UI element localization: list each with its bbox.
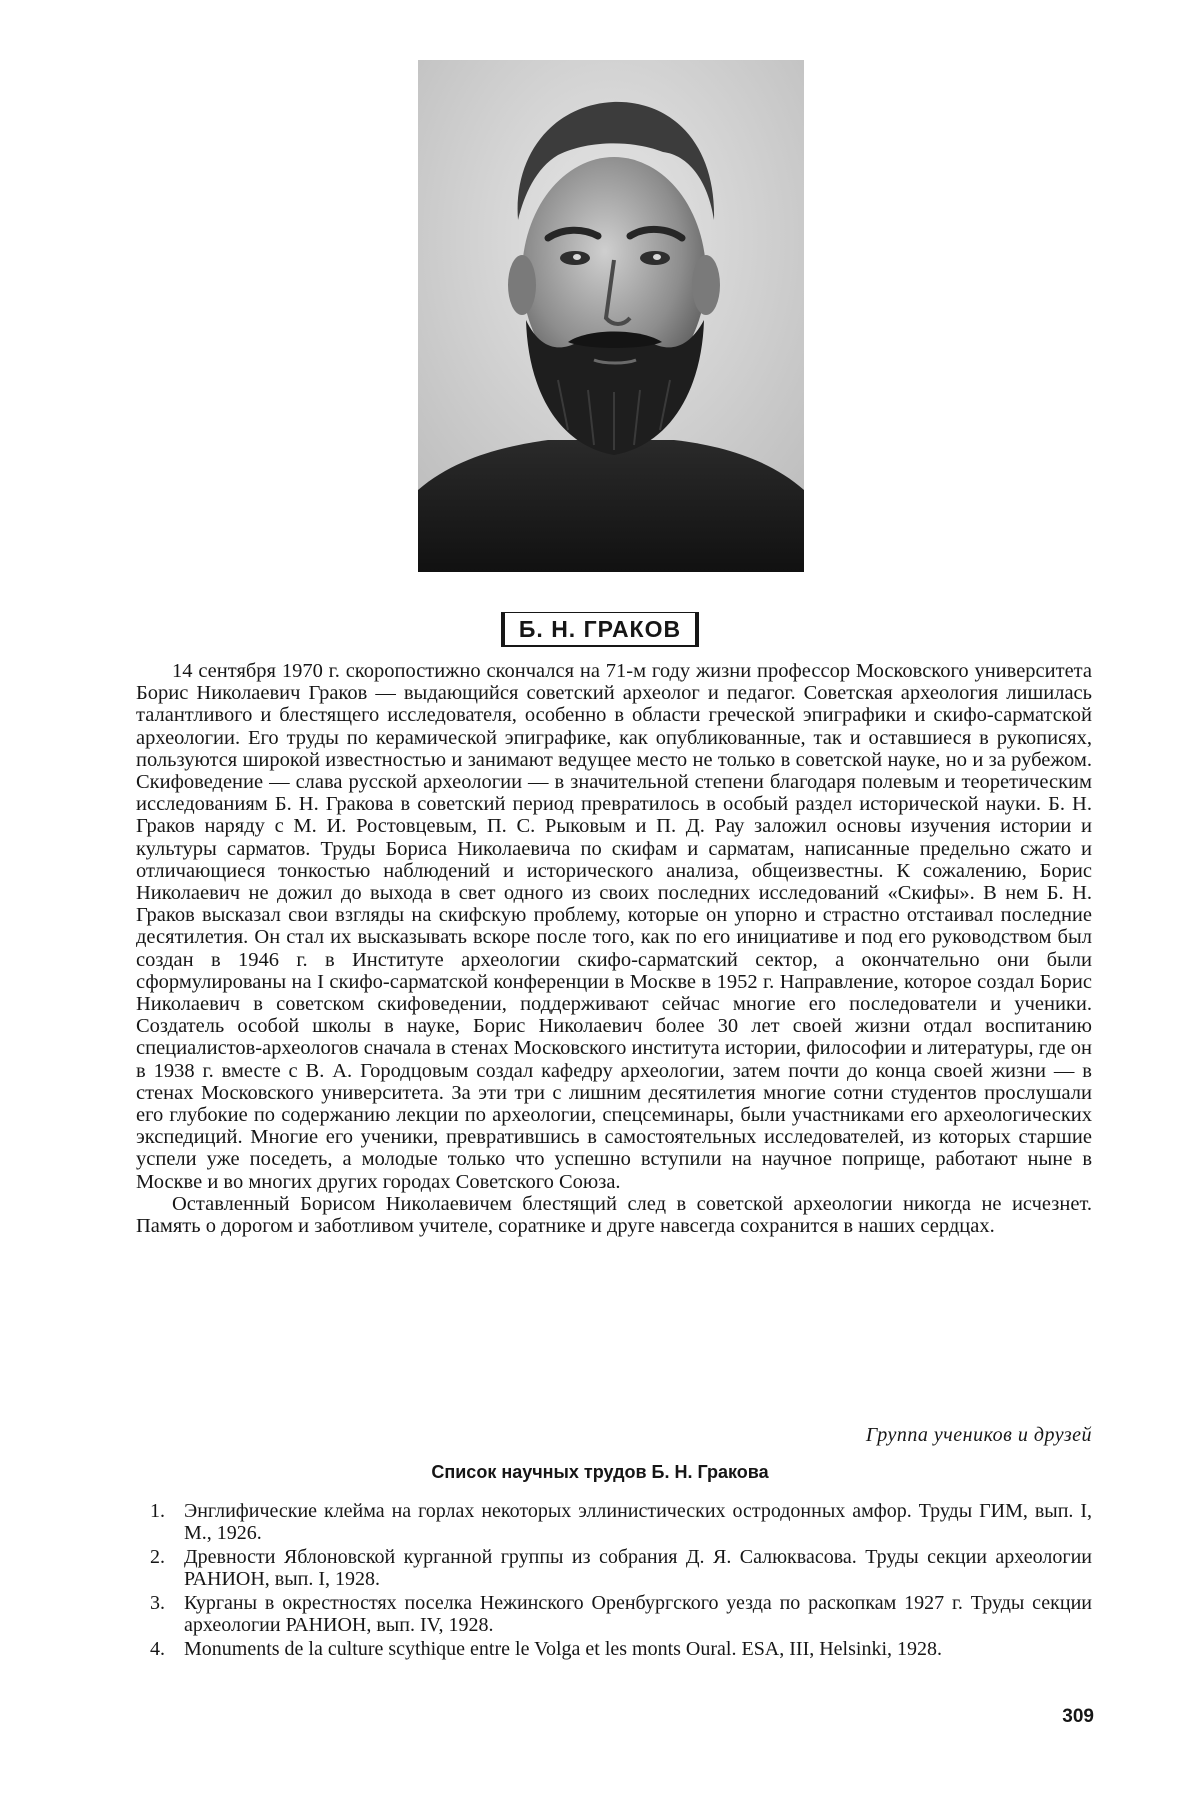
list-item (150, 1500, 1092, 1544)
portrait-image (418, 60, 804, 572)
list-item (150, 1592, 1092, 1636)
works-list (150, 1500, 1092, 1662)
list-item-number: 1. (150, 1500, 165, 1522)
list-item-text: Древности Яблоновской курганной группы из собрания Д. Я. Салюквасова. Труды секции археологии РАНИОН, вып. I, 1928. (184, 1546, 1092, 1590)
obituary-paragraph: 14 сентября 1970 г. скоропостижно скончался на 71-м году жизни профессор Московского университета Борис Николаевич Граков — выдающийся советский археолог и педагог. Советская археология лишилась талантливого и блестящего исследователя, особенно в области греческой эпиграфики и скифо-сарматской археологии. Его труды по керамической эпиграфике, как опубликованные, так и оставшиеся в рукописях, пользуются широкой известностью и занимают ведущее место не только в советской науке, но и за рубежом. Скифоведение — слава русской археологии — в значительной степени благодаря полевым и теоретическим исследованиям Б. Н. Гракова в советский период превратилось в особый раздел исторической науки. Б. Н. Граков наряду с М. И. Ростовцевым, П. С. Рыковым и П. Д. Рау заложил основы изучения истории и культуры сарматов. Труды Бориса Николаевича по скифам и сарматам, написанные предельно сжато и отличающиеся тонкостью наблюдений и исторического анализа, общеизвестны. К сожалению, Борис Николаевич не дожил до выхода в свет одного из своих последних исследований «Скифы». В нем Б. Н. Граков высказал свои взгляды на скифскую проблему, которые он упорно и страстно отстаивал последние десятилетия. Он стал их высказывать вскоре после того, как по его инициативе и под его руководством был создан в 1946 г. в Институте археологии скифо-сарматский сектор, а окончательно они были сформулированы на I скифо-сарматской конференции в Москве в 1952 г. Направление, которое создал Борис Николаевич в советском скифоведении, поддерживают сейчас многие его последователи и ученики. Создатель особой школы в науке, Борис Николаевич более 30 лет своей жизни отдал воспитанию специалистов-археологов сначала в стенах Московского института истории, философии и литературы, где он в 1938 г. вместе с В. А. Городцовым создал кафедру археологии, затем почти до конца своей жизни — в стенах Московского университета. За эти три с лишним десятилетия многие сотни студентов прослушали его глубокие по содержанию лекции по археологии, спецсеминары, были участниками его археологических экспедиций. Многие его ученики, превратившись в самостоятельных исследователей, из которых старшие успели уже поседеть, а молодые только что успешно вступили на научное поприще, работают ныне в Москве и во многих других городах Советского Союза. (136, 660, 1092, 1193)
obituary-body (136, 660, 1092, 1237)
obituary-signature: Группа учеников и друзей (865, 1424, 1092, 1446)
works-list-heading: Список научных трудов Б. Н. Гракова (431, 1462, 769, 1482)
list-item (150, 1546, 1092, 1590)
page-number: 309 (1062, 1706, 1094, 1727)
list-item-number: 3. (150, 1592, 165, 1614)
obituary-title-wrap (0, 612, 1200, 647)
portrait-photo (418, 60, 804, 572)
list-item-number: 2. (150, 1546, 165, 1568)
list-item-text: Курганы в окрестностях поселка Нежинского Оренбургского уезда по раскопкам 1927 г. Труды секции археологии РАНИОН, вып. IV, 1928. (184, 1592, 1092, 1636)
obituary-paragraph: Оставленный Борисом Николаевичем блестящий след в советской археологии никогда не исчезнет. Память о дорогом и заботливом учителе, соратнике и друге навсегда сохранится в наших сердцах. (136, 1192, 1092, 1238)
list-item-number: 4. (150, 1638, 165, 1660)
list-item-text: Monuments de la culture scythique entre le Volga et les monts Oural. ESA, III, Helsinki, 1928. (184, 1638, 943, 1660)
obituary-title: Б. Н. ГРАКОВ (501, 612, 699, 647)
list-item-text: Энглифические клейма на горлах некоторых эллинистических остродонных амфор. Труды ГИМ, вып. I, М., 1926. (184, 1500, 1092, 1544)
list-item (150, 1638, 1092, 1660)
